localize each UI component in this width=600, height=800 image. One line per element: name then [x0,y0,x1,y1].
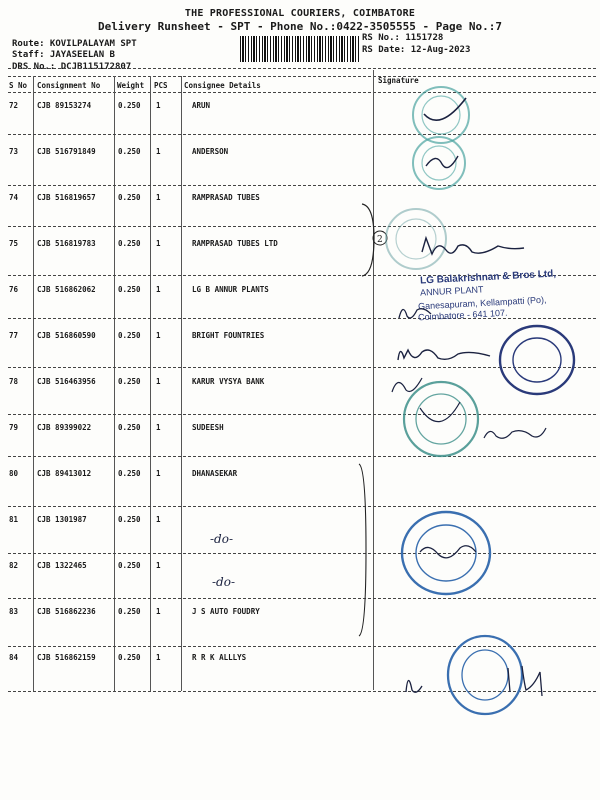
row-consignee: DHANASEKAR [192,469,238,478]
column-header-rule [8,92,596,93]
row-sno: 78 [9,377,19,386]
row-sno: 77 [9,331,19,340]
row-pcs: 1 [156,101,161,110]
row-sno: 83 [9,607,19,616]
row-pcs: 1 [156,653,161,662]
col-weight: Weight [117,81,145,90]
col-consignment: Consignment No [37,81,101,90]
lg-stamp-line3: Ganesapuram, Kellampatti (Po), [417,294,547,312]
ditto-mark: -do- [212,575,236,589]
signature-icon [402,662,552,702]
row-pcs: 1 [156,193,161,202]
signature-icon [388,372,428,398]
row-pcs: 1 [156,607,161,616]
signature-icon [418,232,528,262]
table-row [0,147,600,193]
row-weight: 0.250 [118,331,141,340]
row-consignee: RAMPRASAD TUBES LTD [192,239,278,248]
row-consignment: CJB 89399022 [37,423,92,432]
header-rule-2 [8,76,596,77]
bracket-rows-80-83 [356,460,370,640]
row-sno: 79 [9,423,19,432]
table-row [0,515,600,561]
row-consignment: CJB 516791849 [37,147,96,156]
stamp-icon [398,508,494,598]
row-weight: 0.250 [118,607,141,616]
stamp-icon [496,322,578,398]
row-sno: 74 [9,193,19,202]
staff-label: Staff: JAYASEELAN B [12,50,115,60]
row-pcs: 1 [156,469,161,478]
row-consignment: CJB 89153274 [37,101,92,110]
row-consignee: LG B ANNUR PLANTS [192,285,269,294]
row-pcs: 1 [156,423,161,432]
ditto-mark: -do- [210,532,234,546]
lg-stamp-line2: ANNUR PLANT [419,284,484,298]
row-rule [8,456,596,457]
row-weight: 0.250 [118,285,141,294]
stamp-icon [408,134,470,192]
lg-stamp-line1: LG Balakrishnan & Bros Ltd, [419,268,557,287]
header-rule-top [8,68,596,69]
col-signature: Signature [378,76,419,85]
row-rule [8,134,596,135]
row-consignee: SUDEESH [192,423,224,432]
rs-number: RS No.: 1151728 [362,33,444,43]
row-sno: 80 [9,469,19,478]
table-row [0,561,600,607]
row-rule [8,318,596,319]
row-weight: 0.250 [118,147,141,156]
row-pcs: 1 [156,239,161,248]
lg-stamp-line4: Coimbatore - 641 107. [417,307,508,323]
row-weight: 0.250 [118,101,141,110]
svg-text:2: 2 [377,235,383,245]
row-consignment: CJB 516862159 [37,653,96,662]
row-pcs: 1 [156,285,161,294]
row-weight: 0.250 [118,193,141,202]
row-sno: 82 [9,561,19,570]
row-consignee: KARUR VYSYA BANK [192,377,265,386]
row-weight: 0.250 [118,423,141,432]
route-label: Route: KOVILPALAYAM SPT [12,39,137,49]
row-rule [8,598,596,599]
row-consignment: CJB 516862062 [37,285,96,294]
row-sno: 75 [9,239,19,248]
col-consignee: Consignee Details [184,81,261,90]
row-weight: 0.250 [118,561,141,570]
drs-number: DRS No.: DCJB115172807 [12,62,132,72]
row-consignment: CJB 516463956 [37,377,96,386]
row-consignee: RAMPRASAD TUBES [192,193,260,202]
row-rule [8,226,596,227]
row-rule [8,414,596,415]
row-sno: 84 [9,653,19,662]
row-consignee: R R K ALLLYS [192,653,247,662]
barcode [240,36,360,62]
row-sno: 76 [9,285,19,294]
row-pcs: 1 [156,377,161,386]
table-row [0,285,600,331]
row-consignment: CJB 1301987 [37,515,87,524]
row-consignment: CJB 1322465 [37,561,87,570]
row-weight: 0.250 [118,377,141,386]
row-weight: 0.250 [118,515,141,524]
row-consignment: CJB 89413012 [37,469,92,478]
row-sno: 72 [9,101,19,110]
row-pcs: 1 [156,331,161,340]
company-title: THE PROFESSIONAL COURIERS, COIMBATORE [184,8,416,19]
row-consignee: BRIGHT FOUNTRIES [192,331,265,340]
signature-icon [395,300,435,324]
col-sno: S No [9,81,28,90]
row-rule [8,553,596,554]
row-sno: 73 [9,147,19,156]
row-sno: 81 [9,515,19,524]
row-consignee: J S AUTO FOUDRY [192,607,260,616]
row-consignment: CJB 516819783 [37,239,96,248]
row-rule [8,506,596,507]
table-row [0,469,600,515]
table-row [0,101,600,147]
rs-date: RS Date: 12-Aug-2023 [362,45,471,55]
signature-icon [480,420,550,446]
runsheet-subtitle: Delivery Runsheet - SPT - Phone No.:0422-3505555 - Page No.:7 [98,20,502,33]
row-pcs: 1 [156,147,161,156]
signature-icon [394,340,494,370]
row-weight: 0.250 [118,469,141,478]
row-pcs: 1 [156,561,161,570]
col-pcs: PCS [154,81,168,90]
row-consignee: ARUN [192,101,211,110]
row-weight: 0.250 [118,653,141,662]
row-consignment: CJB 516862236 [37,607,96,616]
row-consignee: ANDERSON [192,147,229,156]
row-rule [8,185,596,186]
row-consignment: CJB 516819657 [37,193,96,202]
row-consignment: CJB 516860590 [37,331,96,340]
row-weight: 0.250 [118,239,141,248]
row-pcs: 1 [156,515,161,524]
